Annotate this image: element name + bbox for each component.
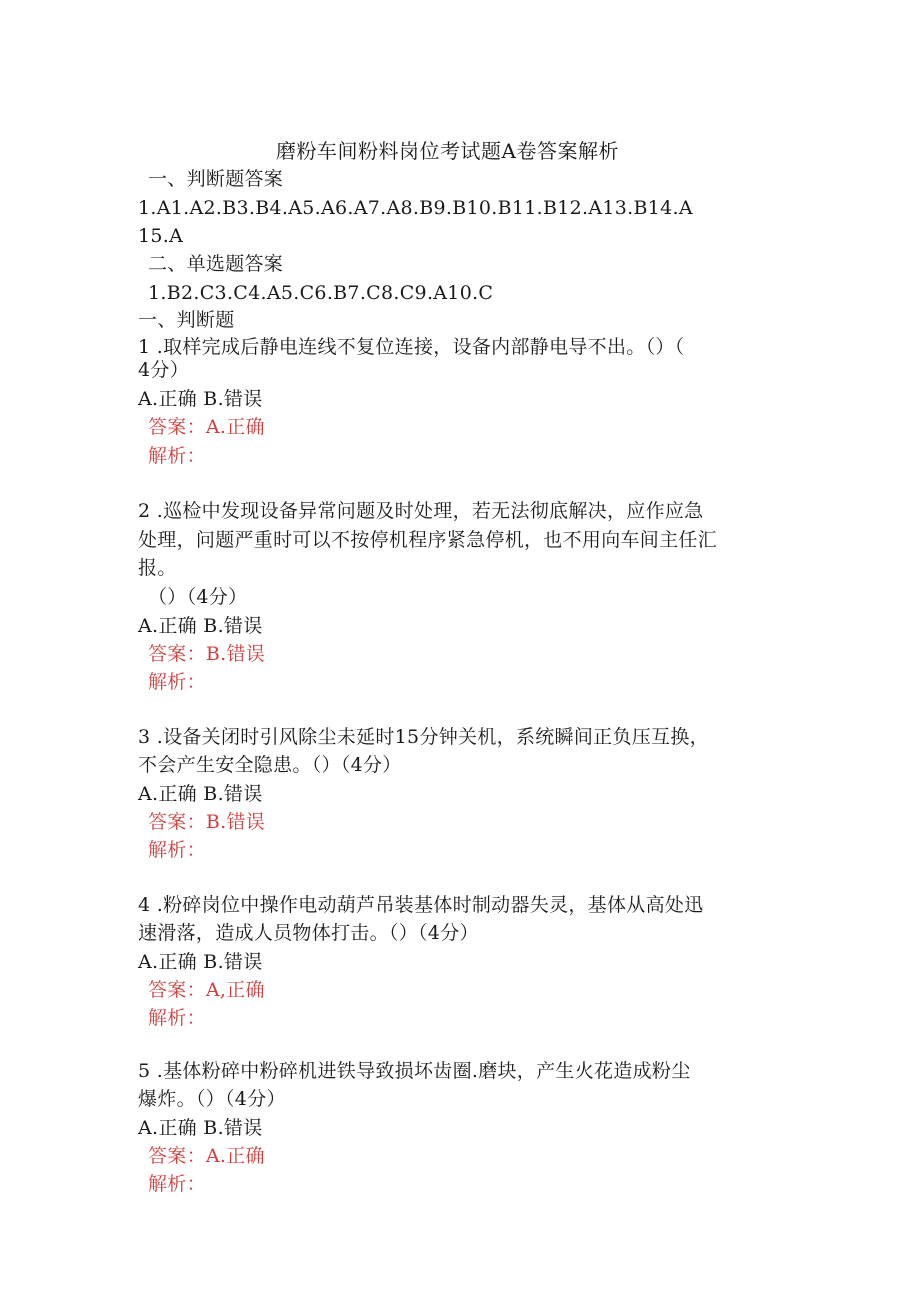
question-5-text-line-2: 爆炸。（）（4分） [138, 1088, 286, 1110]
question-1-answer: 答案：A.正确 [148, 416, 265, 438]
question-1-options: A.正确 B.错误 [138, 388, 263, 410]
document-title: 磨粉车间粉料岗位考试题A卷答案解析 [276, 139, 619, 163]
question-2-answer: 答案：B.错误 [148, 643, 266, 665]
question-4-analysis: 解析： [148, 1007, 206, 1029]
question-2-text-line-1: 2 .巡检中发现设备异常问题及时处理，若无法彻底解决，应作应急 [138, 500, 704, 522]
question-3-text-line-2: 不会产生安全隐患。（）（4分） [138, 754, 402, 776]
question-1-text-line-1: 1 .取样完成后静电连线不复位连接，设备内部静电导不出。（）（ [138, 336, 685, 358]
question-5-analysis: 解析： [148, 1173, 206, 1195]
question-4-text-line-1: 4 .粉碎岗位中操作电动葫芦吊装基体时制动器失灵，基体从高处迅 [138, 894, 704, 916]
section-heading-judgement-answers: 一、判断题答案 [148, 168, 284, 190]
question-2-analysis: 解析： [148, 671, 206, 693]
question-2-options: A.正确 B.错误 [138, 615, 263, 637]
question-3-answer: 答案：B.错误 [148, 811, 266, 833]
question-2-text-line-4: （）（4分） [148, 586, 248, 608]
question-4-answer: 答案：A,正确 [148, 979, 265, 1001]
question-4-options: A.正确 B.错误 [138, 951, 263, 973]
judgement-answers-line-1: 1.A1.A2.B3.B4.A5.A6.A7.A8.B9.B10.B11.B12.A13.B14.A [138, 197, 693, 219]
question-5-options: A.正确 B.错误 [138, 1117, 263, 1139]
section-heading-judgement: 一、判断题 [138, 309, 235, 331]
question-5-answer: 答案：A.正确 [148, 1145, 265, 1167]
judgement-answers-line-2: 15.A [138, 225, 184, 247]
question-1-text-line-2: 4分） [138, 359, 189, 381]
question-4-text-line-2: 速滑落，造成人员物体打击。（）（4分） [138, 922, 479, 944]
question-3-analysis: 解析： [148, 839, 206, 861]
question-5-text-line-1: 5 .基体粉碎中粉碎机进铁导致损坏齿圈.磨块，产生火花造成粉尘 [138, 1060, 691, 1082]
question-2-text-line-2: 处理，问题严重时可以不按停机程序紧急停机，也不用向车间主任汇 [138, 529, 718, 551]
single-choice-answers: 1.B2.C3.C4.A5.C6.B7.C8.C9.A10.C [148, 282, 494, 304]
section-heading-single-choice-answers: 二、单选题答案 [148, 253, 284, 275]
question-3-options: A.正确 B.错误 [138, 783, 263, 805]
question-3-text-line-1: 3 .设备关闭时引风除尘未延时15分钟关机，系统瞬间正负压互换， [138, 726, 709, 748]
question-2-text-line-3: 报。 [138, 557, 177, 579]
question-1-analysis: 解析： [148, 445, 206, 467]
